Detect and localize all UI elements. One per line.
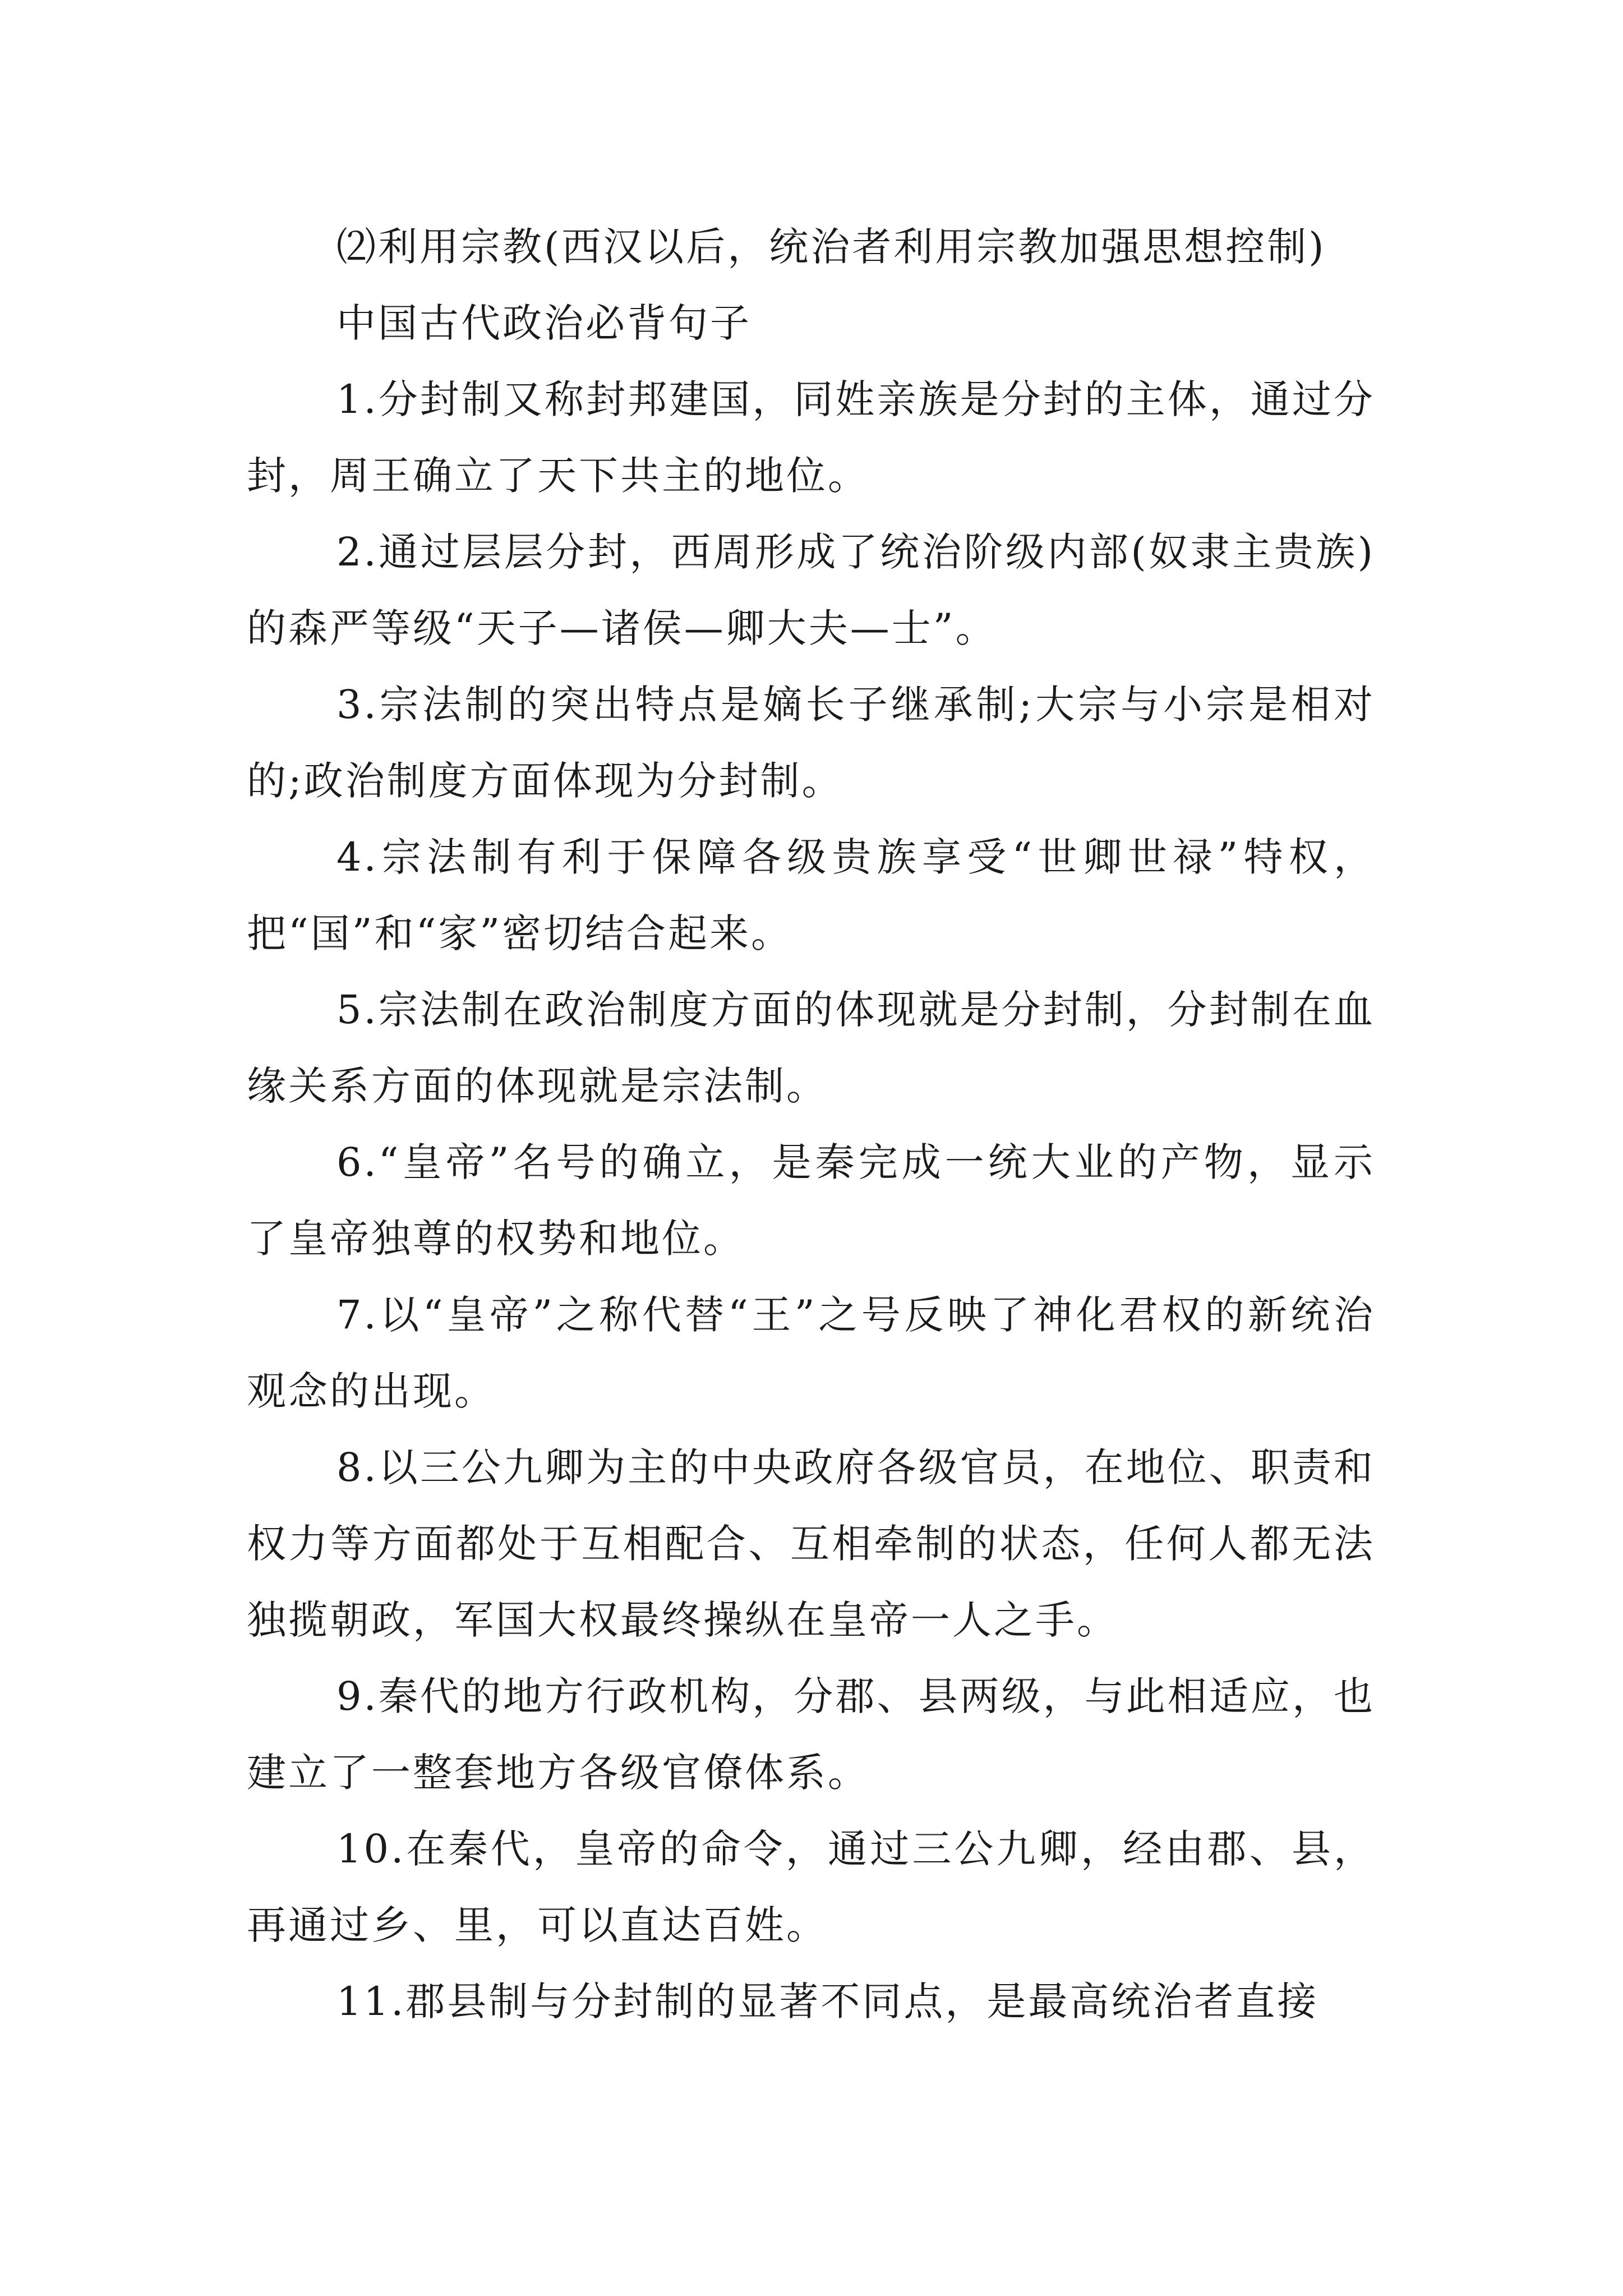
list-item: 1.分封制又称封邦建国，同姓亲族是分封的主体，通过分封，周王确立了天下共主的地位。 xyxy=(247,376,1375,499)
list-item: 10.在秦代，皇帝的命令，通过三公九卿，经由郡、县，再通过乡、里，可以直达百姓。 xyxy=(247,1826,1375,1948)
list-item: 3.宗法制的突出特点是嫡长子继承制;大宗与小宗是相对的;政治制度方面体现为分封制。 xyxy=(247,682,1375,804)
list-item: 2.通过层层分封，西周形成了统治阶级内部(奴隶主贵族)的森严等级“天子—诸侯—卿大夫—士”。 xyxy=(247,529,1375,651)
intro-line: ⑵利用宗教(西汉以后，统治者利用宗教加强思想控制) xyxy=(336,224,1326,270)
list-item: 9.秦代的地方行政机构，分郡、县两级，与此相适应，也建立了一整套地方各级官僚体系。 xyxy=(247,1673,1375,1796)
list-item: 4.宗法制有利于保障各级贵族享受“世卿世禄”特权，把“国”和“家”密切结合起来。 xyxy=(247,834,1375,956)
section-title: 中国古代政治必背句子 xyxy=(336,300,751,346)
list-item: 5.宗法制在政治制度方面的体现就是分封制，分封制在血缘关系方面的体现就是宗法制。 xyxy=(247,987,1375,1109)
list-item: 7.以“皇帝”之称代替“王”之号反映了神化君权的新统治观念的出现。 xyxy=(247,1292,1375,1414)
list-item: 8.以三公九卿为主的中央政府各级官员，在地位、职责和权力等方面都处于互相配合、互相牵制的状态，任何人都无法独揽朝政，军国大权最终操纵在皇帝一人之手。 xyxy=(247,1444,1375,1643)
list-item: 11.郡县制与分封制的显著不同点，是最高统治者直接 xyxy=(336,1978,1319,2024)
list-item: 6.“皇帝”名号的确立，是秦完成一统大业的产物，显示了皇帝独尊的权势和地位。 xyxy=(247,1139,1375,1262)
document-body xyxy=(247,209,1375,2040)
